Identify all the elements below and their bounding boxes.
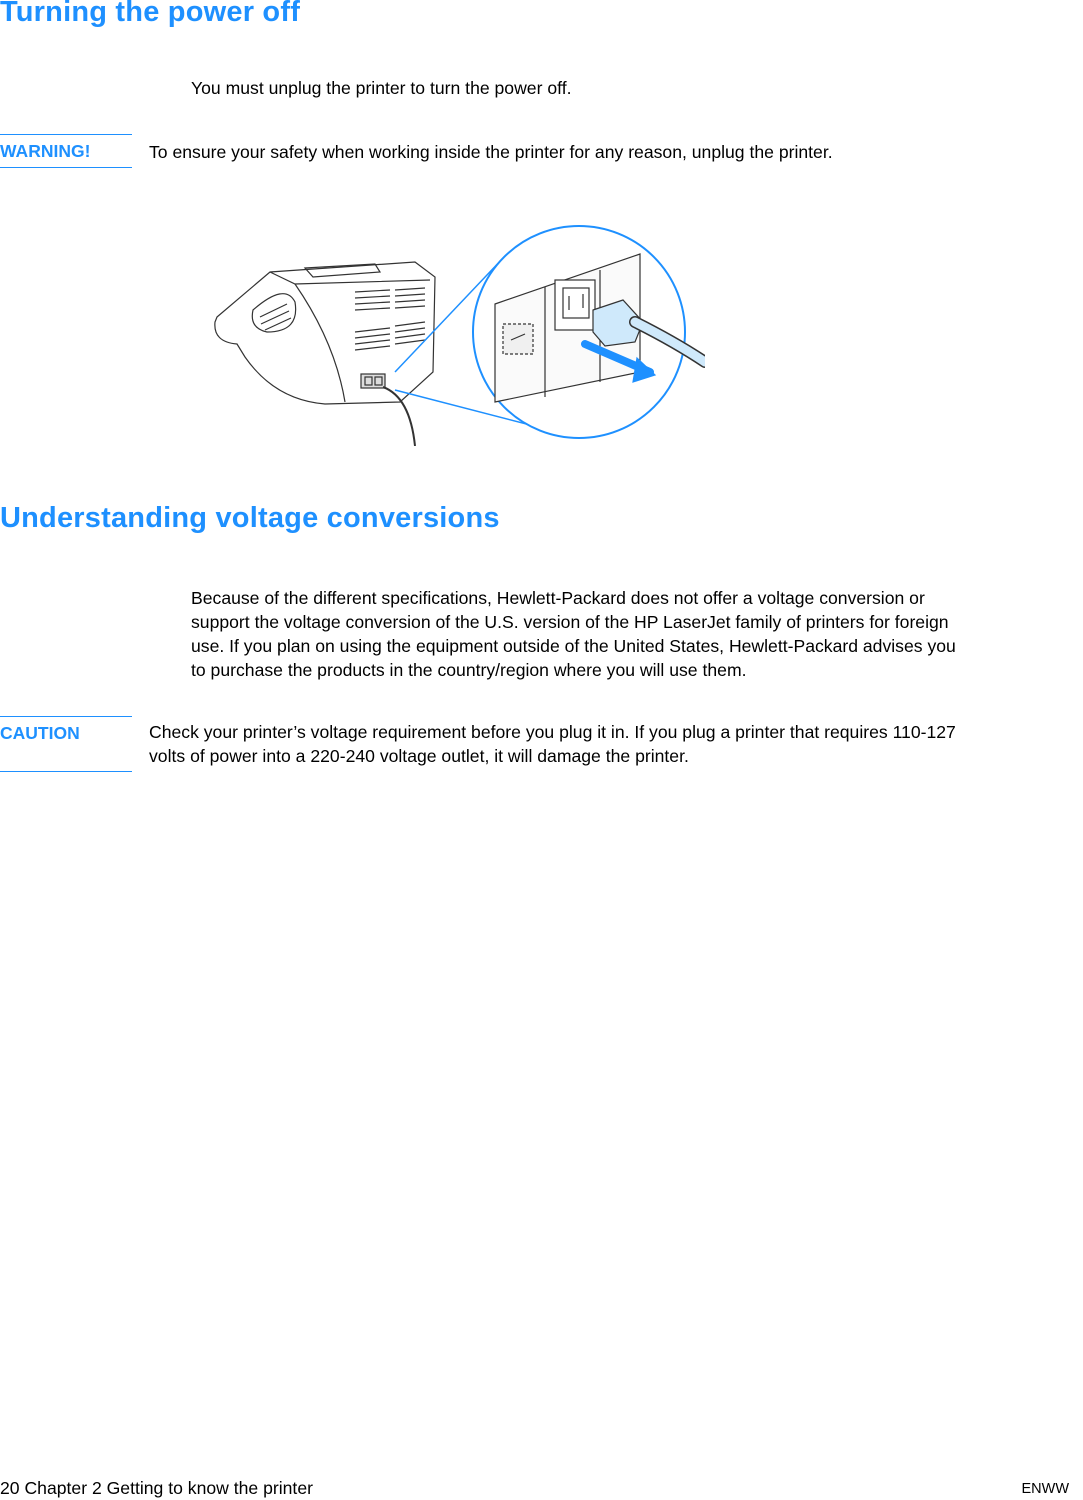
printer-power-cord-figure bbox=[205, 222, 705, 446]
caution-line: volts of power into a 220-240 voltage outlet, it will damage the printer. bbox=[149, 746, 689, 766]
caution-text bbox=[149, 720, 1083, 768]
page-footer-code: ENWW bbox=[1021, 1481, 1069, 1497]
voltage-conversion-paragraph bbox=[191, 586, 1083, 682]
warning-text: To ensure your safety when working inside the printer for any reason, unplug the printer. bbox=[149, 142, 833, 162]
caution-line: Check your printer’s voltage requirement before you plug it in. If you plug a printer that requires 110-127 bbox=[149, 722, 956, 742]
paragraph-line: to purchase the products in the country/region where you will use them. bbox=[191, 660, 747, 680]
warning-label: WARNING! bbox=[0, 134, 132, 168]
section-title-power-off: Turning the power off bbox=[0, 0, 301, 28]
caution-label: CAUTION bbox=[0, 716, 132, 772]
unplug-printer-illustration bbox=[205, 222, 705, 451]
paragraph-line: use. If you plan on using the equipment outside of the United States, Hewlett-Packard advises you bbox=[191, 636, 956, 656]
page-footer-chapter: 20 Chapter 2 Getting to know the printer bbox=[0, 1478, 313, 1498]
paragraph-line: support the voltage conversion of the U.S. version of the HP LaserJet family of printers for foreign bbox=[191, 612, 949, 632]
section-title-voltage: Understanding voltage conversions bbox=[0, 502, 500, 534]
power-off-instruction: You must unplug the printer to turn the power off. bbox=[191, 78, 572, 98]
paragraph-line: Because of the different specifications, Hewlett-Packard does not offer a voltage conversion or bbox=[191, 588, 925, 608]
